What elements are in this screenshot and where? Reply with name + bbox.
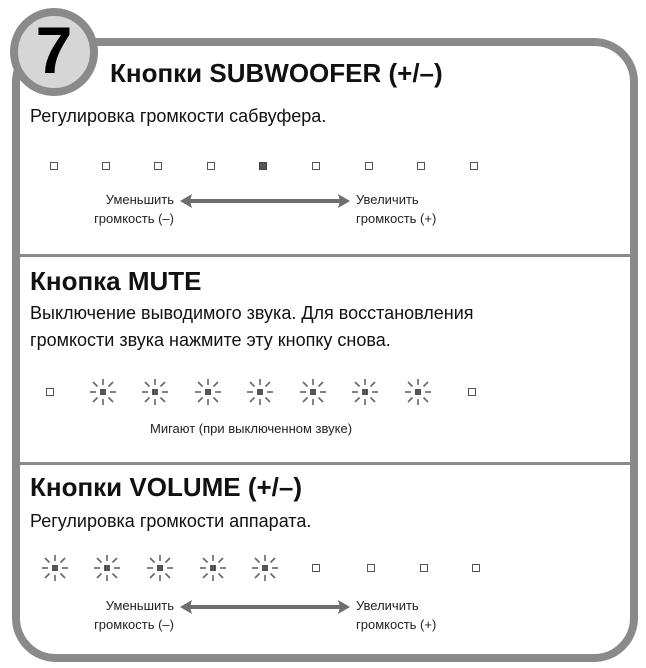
section-description-subwoofer: Регулировка громкости сабвуфера.	[30, 106, 327, 126]
blinking-indicator-icon	[92, 553, 122, 583]
mute-caption: Мигают (при выключенном звуке)	[150, 421, 353, 436]
section-title-volume: Кнопки VOLUME (+/–)	[30, 472, 303, 502]
indicator-off	[468, 388, 476, 396]
increase-label: Увеличить громкость (+)	[356, 598, 437, 632]
indicator-on	[259, 162, 267, 170]
decrease-label: Уменьшить громкость (–)	[94, 598, 174, 632]
indicator-off	[470, 162, 478, 170]
indicator-off	[312, 162, 320, 170]
double-arrow-icon	[180, 193, 350, 209]
indicator-off	[154, 162, 162, 170]
blinking-indicator-icon	[245, 377, 275, 407]
volume-indicator-row	[0, 568, 646, 598]
indicator-off	[312, 564, 320, 572]
blinking-indicator-icon	[140, 377, 170, 407]
blinking-indicator-icon	[40, 553, 70, 583]
blinking-indicator-icon	[145, 553, 175, 583]
step-number: 7	[35, 13, 73, 87]
blinking-indicator-icon	[198, 553, 228, 583]
indicator-off	[367, 564, 375, 572]
double-arrow-icon	[180, 599, 350, 615]
indicator-off	[472, 564, 480, 572]
indicator-off	[365, 162, 373, 170]
blinking-indicator-icon	[250, 553, 280, 583]
blinking-indicator-icon	[403, 377, 433, 407]
blinking-indicator-icon	[298, 377, 328, 407]
section-title-subwoofer: Кнопки SUBWOOFER (+/–)	[110, 58, 443, 88]
decrease-label: Уменьшить громкость (–)	[94, 192, 174, 226]
section-description-volume: Регулировка громкости аппарата.	[30, 511, 312, 531]
indicator-off	[46, 388, 54, 396]
indicator-off	[417, 162, 425, 170]
section-description-mute: Выключение выводимого звука. Для восстановления громкости звука нажмите эту кнопку снова.	[30, 303, 474, 350]
section-divider	[20, 254, 630, 257]
section-title-mute: Кнопка MUTE	[30, 266, 202, 296]
increase-label: Увеличить громкость (+)	[356, 192, 437, 226]
blinking-indicator-icon	[193, 377, 223, 407]
mute-indicator-row	[0, 392, 646, 422]
step-number-badge	[10, 8, 98, 96]
blinking-indicator-icon	[88, 377, 118, 407]
indicator-off	[420, 564, 428, 572]
blinking-indicator-icon	[350, 377, 380, 407]
indicator-off	[207, 162, 215, 170]
indicator-off	[102, 162, 110, 170]
indicator-off	[50, 162, 58, 170]
section-divider	[20, 462, 630, 465]
